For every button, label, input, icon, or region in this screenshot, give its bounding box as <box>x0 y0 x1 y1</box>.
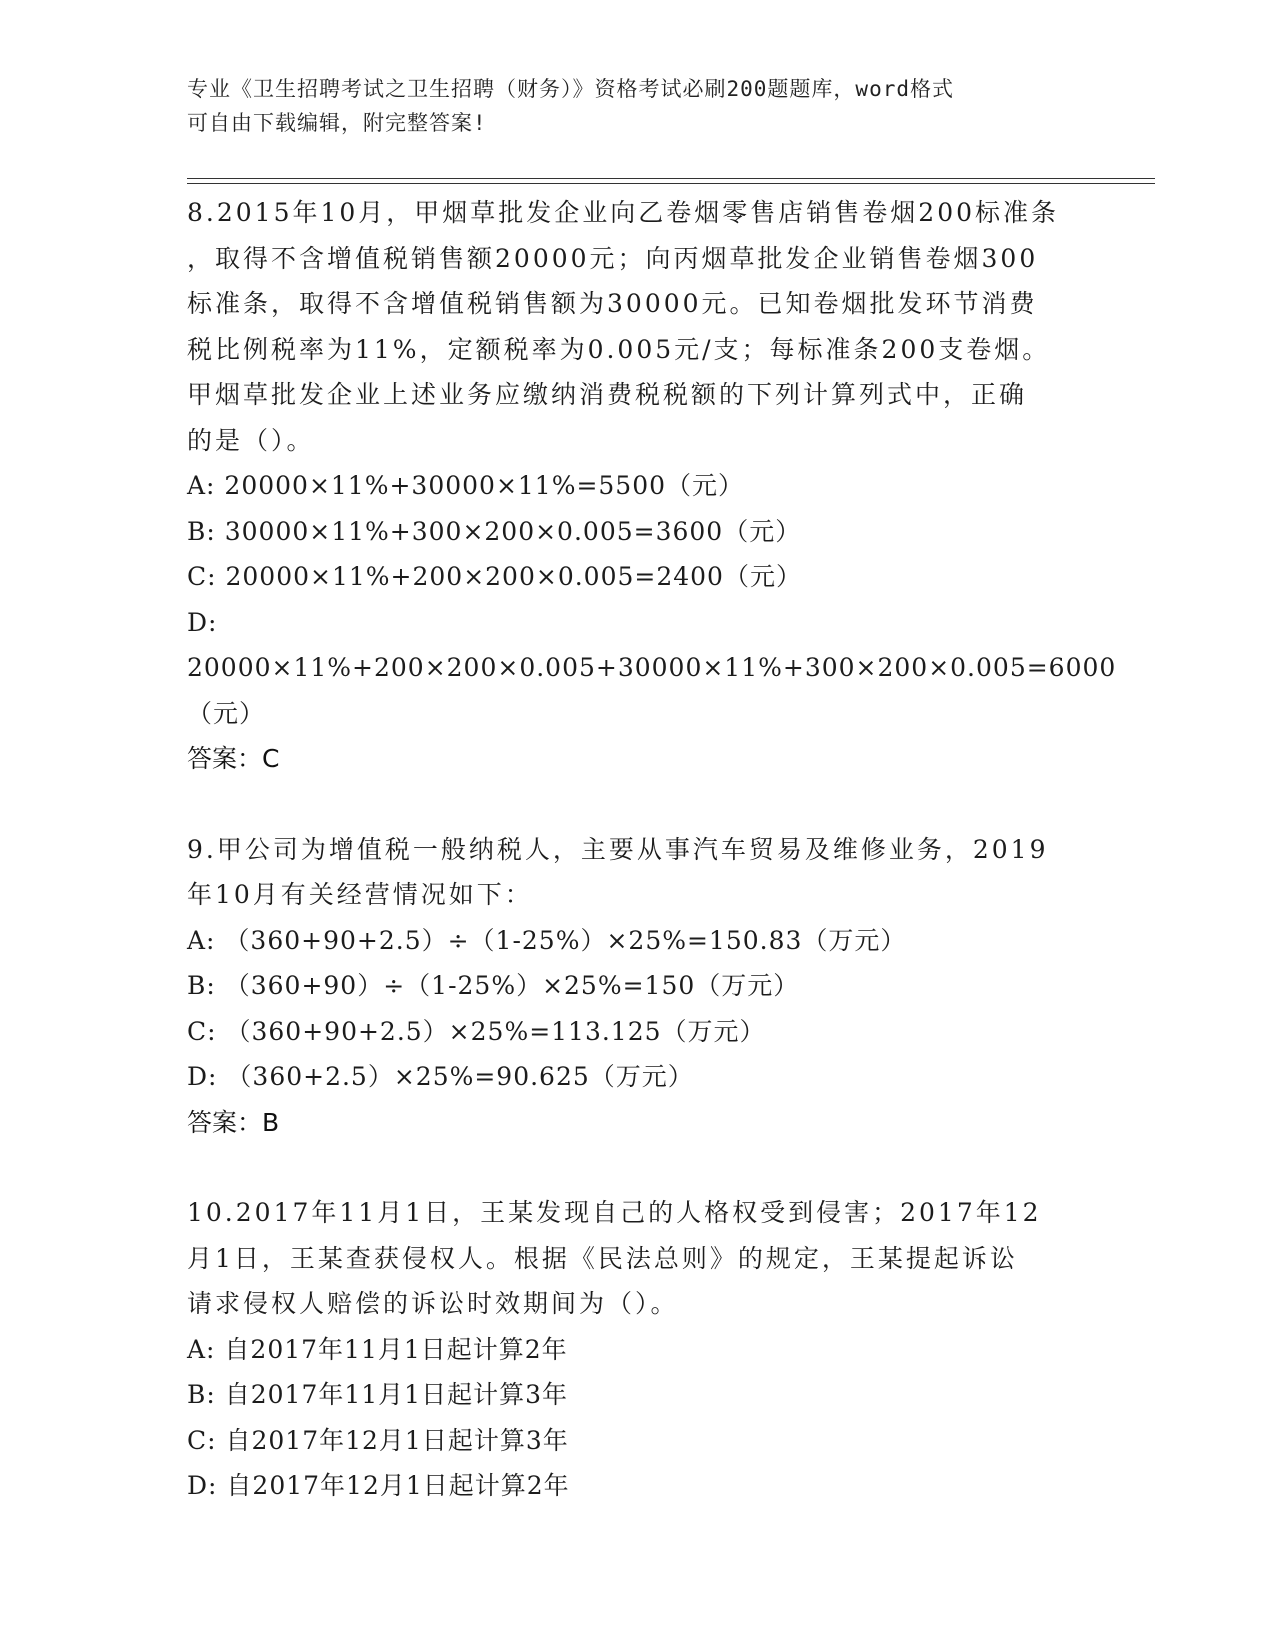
option-d: D: （360+2.5）×25%=90.625（万元） <box>187 1062 694 1091</box>
question-9 <box>187 827 1087 1146</box>
question-spacer <box>187 1145 1087 1190</box>
question-stem-line: 甲烟草批发企业上述业务应缴纳消费税税额的下列计算列式中，正确 <box>187 380 1028 409</box>
question-stem-line: 标准条，取得不含增值税销售额为30000元。已知卷烟批发环节消费 <box>187 289 1038 318</box>
option-a: A: 自2017年11月1日起计算2年 <box>187 1334 568 1364</box>
answer-label: 答案：B <box>187 1107 280 1137</box>
question-stem-line: 年10月有关经营情况如下： <box>187 880 533 909</box>
question-8 <box>187 190 1117 782</box>
question-stem-line: 的是（）。 <box>187 425 315 455</box>
question-stem-line: 8.2015年10月，甲烟草批发企业向乙卷烟零售店销售卷烟200标准条 <box>187 198 1060 227</box>
option-b: B: 自2017年11月1日起计算3年 <box>187 1380 568 1409</box>
question-list <box>187 190 1117 1509</box>
option-c: C: （360+90+2.5）×25%=113.125（万元） <box>187 1016 766 1046</box>
header-title-line-2: 可自由下载编辑，附完整答案! <box>187 111 487 135</box>
question-10 <box>187 1190 1087 1509</box>
header-divider <box>187 178 1155 184</box>
option-a: A: 20000×11%+30000×11%=5500（元） <box>187 471 745 500</box>
question-stem-line: 请求侵权人赔偿的诉讼时效期间为（）。 <box>187 1289 679 1318</box>
option-d: D: 20000×11%+200×200×0.005+30000×11%+300×200×0.005=6000 <box>187 607 1117 682</box>
option-c: C: 自2017年12月1日起计算3年 <box>187 1425 569 1455</box>
option-a: A: （360+90+2.5）÷（1-25%）×25%=150.83（万元） <box>187 925 907 955</box>
question-stem-line: 9.甲公司为增值税一般纳税人，主要从事汽车贸易及维修业务，2019 <box>187 834 1049 864</box>
header-title-line-1: 专业《卫生招聘考试之卫生招聘（财务）》资格考试必刷200题题库，word格式 <box>187 77 954 101</box>
option-b: B: （360+90）÷（1-25%）×25%=150（万元） <box>187 971 800 1000</box>
option-d-continued: （元） <box>187 698 266 728</box>
question-stem-line: 税比例税率为11%，定额税率为0.005元/支；每标准条200支卷烟。 <box>187 334 1051 364</box>
option-b: B: 30000×11%+300×200×0.005=3600（元） <box>187 516 802 546</box>
option-c: C: 20000×11%+200×200×0.005=2400（元） <box>187 562 802 591</box>
question-stem-line: ，取得不含增值税销售额20000元；向丙烟草批发企业销售卷烟300 <box>187 243 1039 273</box>
question-spacer <box>187 782 1087 827</box>
answer-label: 答案：C <box>187 744 280 773</box>
document-header <box>187 72 1087 140</box>
option-d: D: 自2017年12月1日起计算2年 <box>187 1471 570 1500</box>
question-stem-line: 10.2017年11月1日，王某发现自己的人格权受到侵害；2017年12 <box>187 1198 1042 1227</box>
question-stem-line: 月1日，王某查获侵权人。根据《民法总则》的规定，王某提起诉讼 <box>187 1243 1018 1273</box>
